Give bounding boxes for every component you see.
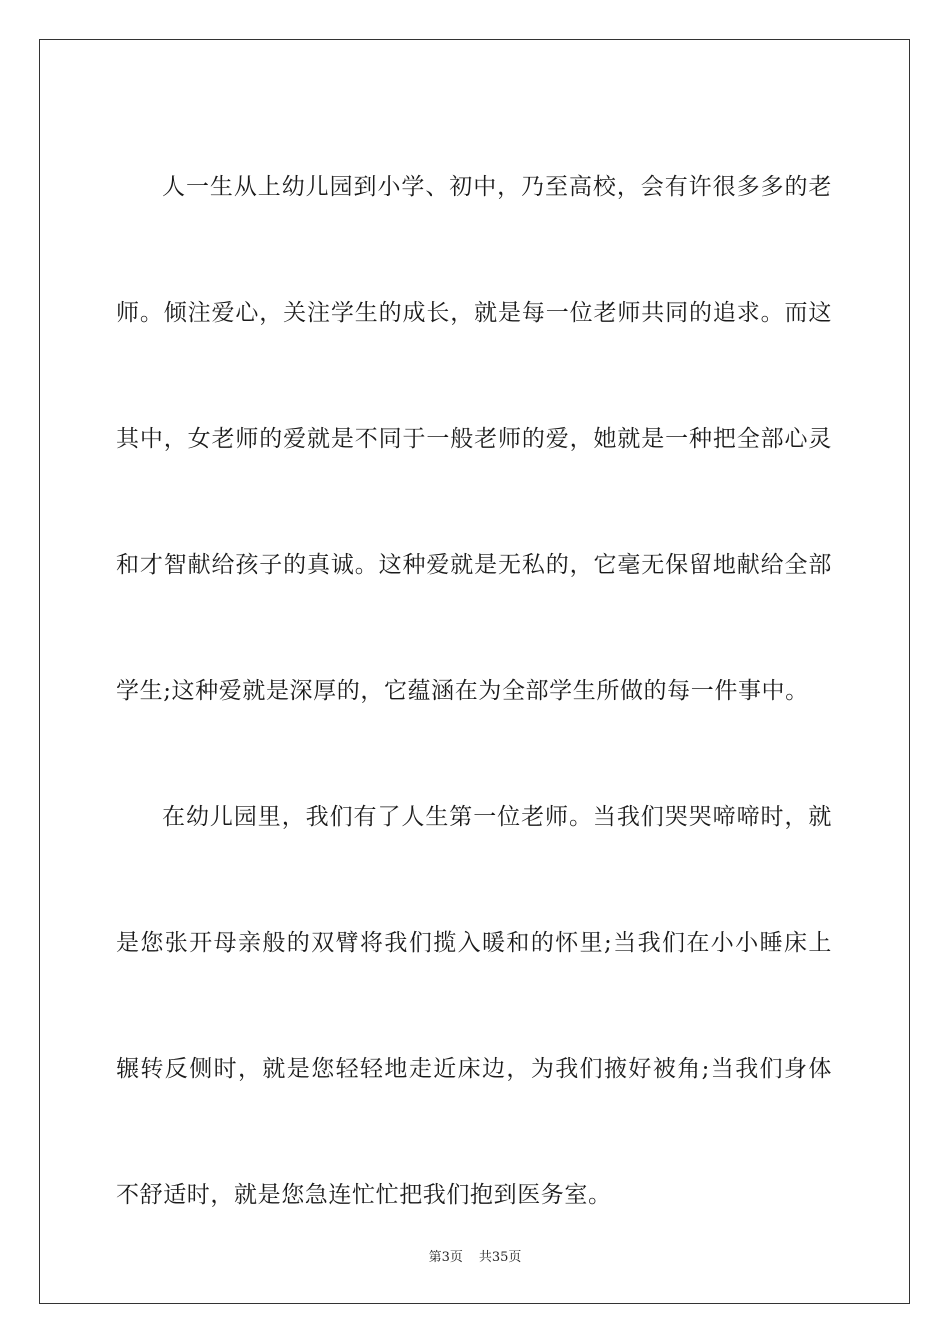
page-footer — [0, 1246, 950, 1265]
page-number: 第3页 — [428, 1250, 463, 1265]
document-body — [116, 124, 832, 1258]
paragraph-2: 在幼儿园里，我们有了人生第一位老师。当我们哭哭啼啼时，就是您张开母亲般的双臂将我们揽入暖和的怀里;当我们在小小睡床上辗转反侧时，就是您轻轻地走近床边，为我们掖好被角;当我们身体不舒适时，就是您急连忙忙把我们抱到医务室。 — [116, 804, 832, 1208]
page-total: 共35页 — [478, 1250, 522, 1265]
paragraph-1: 人一生从上幼儿园到小学、初中，乃至高校，会有许很多多的老师。倾注爱心，关注学生的成长，就是每一位老师共同的追求。而这其中，女老师的爱就是不同于一般老师的爱，她就是一种把全部心灵和才智献给孩子的真诚。这种爱就是无私的，它毫无保留地献给全部学生;这种爱就是深厚的，它蕴涵在为全部学生所做的每一件事中。 — [116, 174, 832, 704]
